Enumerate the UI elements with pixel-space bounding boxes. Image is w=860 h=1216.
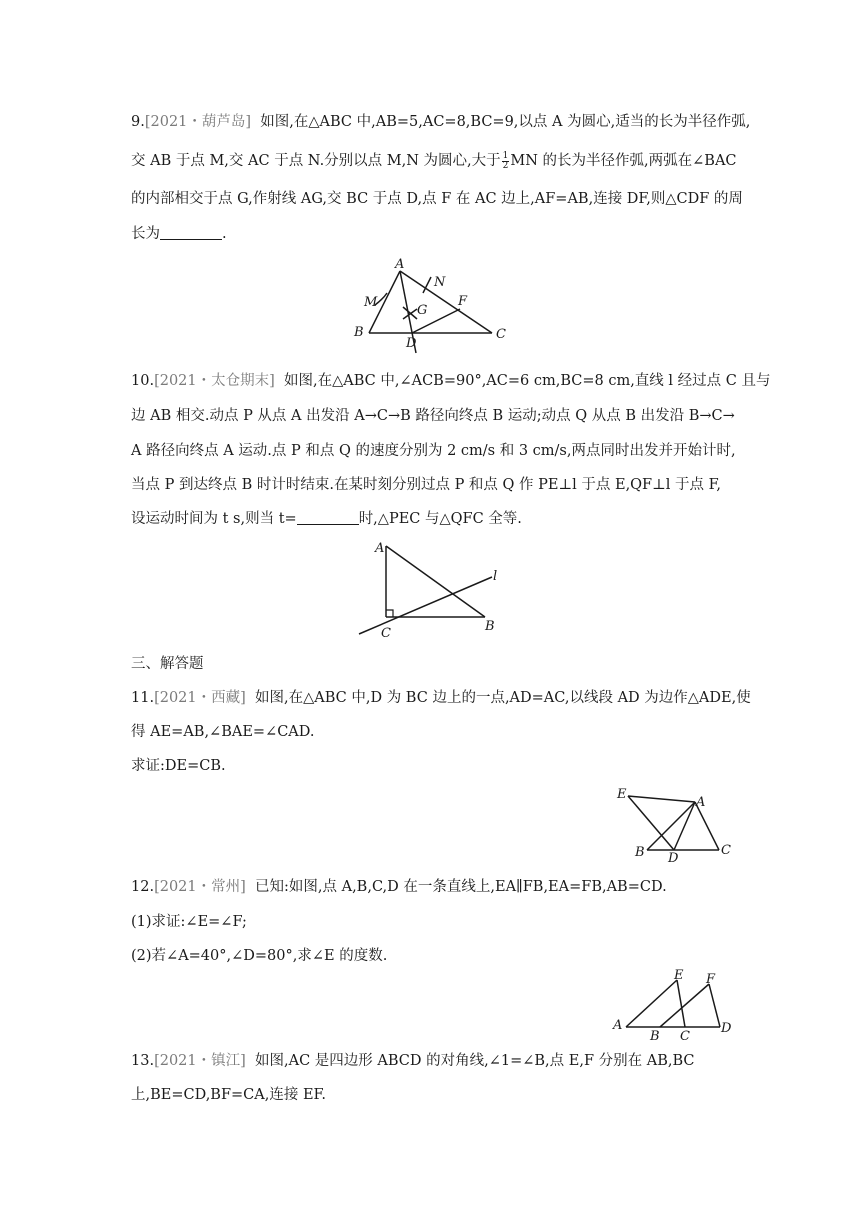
q12-label-a: A [613,1018,623,1033]
q12-line-3 [131,946,387,966]
q9-number: 9. [131,114,145,130]
q9-label-d: D [406,336,417,351]
q11-text-3: 求证:DE=CB. [131,758,226,774]
q11-line-1 [131,688,751,708]
q10-text-5b: 时,△PEC 与△QFC 全等. [358,511,522,527]
q13-text-2: 上,BE=CD,BF=CA,连接 EF. [131,1087,326,1103]
q12-line-2 [131,912,247,932]
q9-seg-ac [400,271,492,333]
q10-number: 10. [131,373,155,389]
q10-text-5a: 设运动时间为 t s,则当 t= [131,511,297,527]
q12-label-f: F [706,972,716,987]
q12-label-b: B [650,1029,660,1043]
q10-source: [2021・太仓期末] [154,373,275,389]
q10-label-b: B [485,619,495,634]
q12-text-1: 已知:如图,点 A,B,C,D 在一条直线上,EA∥FB,EA=FB,AB=CD. [255,879,667,895]
q12-text-2: (1)求证:∠E=∠F; [131,914,247,930]
q10-text-3: A 路径向终点 A 运动.点 P 和点 Q 的速度分别为 2 cm/s 和 3 cm/s,两点同时出发并开始计时, [131,443,736,459]
q9-frac-num: 1 [502,150,509,161]
q11-label-c: C [721,843,731,858]
q12-number: 12. [131,879,155,895]
q9-label-c: C [496,327,506,342]
q10-answer-blank[interactable] [297,510,359,525]
q9-fraction [502,152,510,171]
q13-source: [2021・镇江] [154,1053,246,1069]
q9-line-4 [131,224,227,244]
q11-text-1: 如图,在△ABC 中,D 为 BC 边上的一点,AD=AC,以线段 AD 为边作△ADE,使 [255,690,751,706]
q10-line-l [359,577,492,634]
q12-label-e: E [674,968,684,983]
q11-text-2: 得 AE=AB,∠BAE=∠CAD. [131,724,315,740]
q12-line-1 [131,877,667,897]
q11-label-a: A [696,795,706,810]
q13-line-2 [131,1085,326,1105]
q10-text-4: 当点 P 到达终点 B 时计时结束.在某时刻分别过点 P 和点 Q 作 PE⊥l 于点 E,QF⊥l 于点 F, [131,477,722,493]
q9-line-1 [131,112,750,132]
q10-label-l: l [493,569,498,584]
q9-line-2 [131,151,737,171]
q10-line-1 [131,371,770,391]
q10-line-3 [131,441,736,461]
q9-answer-blank[interactable] [160,225,222,240]
q12-source: [2021・常州] [154,879,246,895]
q11-source: [2021・西藏] [154,690,246,706]
q9-frac-den: 2 [502,160,509,171]
q11-seg-ea [628,796,695,802]
q10-seg-ab [386,546,485,617]
q10-label-a: A [375,541,385,556]
q11-figure [612,784,740,864]
q13-line-1 [131,1051,695,1071]
q9-text-3: 的内部相交于点 G,作射线 AG,交 BC 于点 D,点 F 在 AC 边上,AF=AB,连接 DF,则△CDF 的周 [131,191,743,207]
q9-label-n: N [434,275,446,290]
q12-seg-fd [709,984,720,1027]
q12-seg-ae [626,980,677,1027]
q12-seg-ec [677,980,685,1027]
q11-label-b: B [635,845,645,860]
q9-figure [345,253,515,358]
q12-text-3: (2)若∠A=40°,∠D=80°,求∠E 的度数. [131,948,388,964]
q9-text-4: 长为 [131,226,160,242]
q9-label-g: G [417,303,428,318]
q13-number: 13. [131,1053,155,1069]
section-heading: 三、解答题 [131,656,204,672]
q9-text-2a: 交 AB 于点 M,交 AC 于点 N.分别以点 M,N 为圆心,大于 [131,153,501,169]
q9-text-1: 如图,在△ABC 中,AB=5,AC=8,BC=9,以点 A 为圆心,适当的长为半径作弧, [260,114,751,130]
q9-line-3 [131,189,743,209]
q11-label-d: D [668,851,679,864]
q9-label-m: M [364,295,378,310]
q9-label-a: A [395,257,405,272]
q9-label-b: B [354,325,364,340]
q9-text-4-end: . [222,226,227,242]
q12-figure [610,965,740,1043]
q11-seg-ed [628,796,674,850]
q12-label-c: C [680,1029,690,1043]
q9-text-2b: MN 的长为半径作弧,两弧在∠BAC [510,153,737,169]
q10-line-2 [131,406,735,426]
q10-right-angle [386,610,393,617]
q9-source: [2021・葫芦岛] [144,114,252,130]
q9-label-f: F [458,294,468,309]
q11-number: 11. [131,690,155,706]
q12-label-d: D [721,1021,732,1036]
q10-line-4 [131,475,721,495]
q10-label-c: C [381,626,391,641]
q10-text-1: 如图,在△ABC 中,∠ACB=90°,AC=6 cm,BC=8 cm,直线 l 经过点 C 且与 [284,373,771,389]
q11-seg-ad [674,802,695,850]
q13-text-1: 如图,AC 是四边形 ABCD 的对角线,∠1=∠B,点 E,F 分别在 AB,BC [255,1053,695,1069]
q11-line-3 [131,756,226,776]
q10-figure [355,536,515,644]
q10-text-2: 边 AB 相交.动点 P 从点 A 出发沿 A→C→B 路径向终点 B 运动;动点 Q 从点 B 出发沿 B→C→ [131,408,735,424]
q11-line-2 [131,722,315,742]
q11-label-e: E [617,787,627,802]
q10-line-5 [131,509,522,529]
